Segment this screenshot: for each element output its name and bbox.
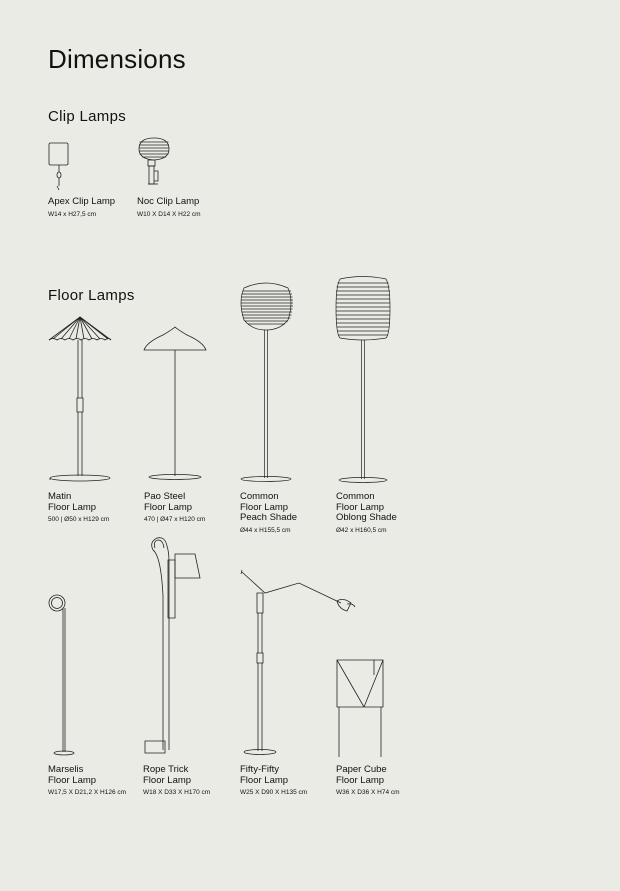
page-title: Dimensions (48, 44, 186, 74)
product-name: Noc Clip Lamp (137, 196, 200, 207)
product-dimensions: W18 X D33 X H170 cm (143, 789, 211, 796)
product-dimensions: Ø44 x H155,5 cm (240, 526, 291, 534)
product-name: Common Floor Lamp Peach Shade (240, 491, 298, 523)
product-dimensions: Ø42 x H160,5 cm (336, 526, 387, 534)
paper-cube-floor-lamp-caption (336, 765, 400, 796)
fifty-fifty-floor-lamp-caption (240, 765, 307, 796)
marselis-floor-lamp-drawing (48, 594, 78, 756)
matin-floor-lamp-drawing (48, 316, 114, 486)
product-name: Common Floor Lamp Oblong Shade (336, 491, 397, 523)
noc-clip-lamp-caption (137, 197, 201, 218)
common-oblong-floor-lamp-caption (336, 492, 397, 534)
product-dimensions: 470 | Ø47 x H120 cm (144, 516, 206, 523)
common-oblong-floor-lamp-drawing (335, 276, 391, 484)
product-name: Pao Steel Floor Lamp (144, 491, 193, 513)
product-name: Matin Floor Lamp (48, 491, 97, 513)
rope-trick-floor-lamp-caption (143, 765, 210, 796)
section-title-clip-lamps: Clip Lamps (48, 108, 127, 125)
product-dimensions: W10 X D14 X H22 cm (137, 210, 201, 218)
product-name: Marselis Floor Lamp (48, 764, 97, 786)
common-peach-floor-lamp-drawing (240, 282, 294, 482)
product-dimensions: W25 X D90 X H135 cm (240, 789, 308, 796)
pao-steel-floor-lamp-caption (144, 492, 205, 523)
product-name: Rope Trick Floor Lamp (143, 764, 192, 786)
product-dimensions: W14 x H27,5 cm (48, 210, 97, 218)
common-peach-floor-lamp-caption (240, 492, 297, 534)
product-name: Paper Cube Floor Lamp (336, 764, 387, 786)
rope-trick-floor-lamp-drawing (143, 536, 203, 758)
product-name: Fifty-Fifty Floor Lamp (240, 764, 289, 786)
paper-cube-floor-lamp-drawing (336, 659, 384, 759)
marselis-floor-lamp-caption (48, 765, 126, 796)
apex-clip-lamp-caption (48, 197, 115, 218)
matin-floor-lamp-caption (48, 492, 109, 523)
noc-clip-lamp-drawing (137, 137, 171, 189)
section-title-floor-lamps: Floor Lamps (48, 287, 135, 304)
product-dimensions: W17,5 X D21,2 X H126 cm (48, 789, 127, 796)
product-dimensions: 500 | Ø50 x H129 cm (48, 516, 110, 523)
apex-clip-lamp-drawing (48, 142, 70, 192)
product-dimensions: W36 X D36 X H74 cm (336, 789, 400, 796)
pao-steel-floor-lamp-drawing (143, 326, 209, 482)
product-name: Apex Clip Lamp (48, 196, 116, 207)
